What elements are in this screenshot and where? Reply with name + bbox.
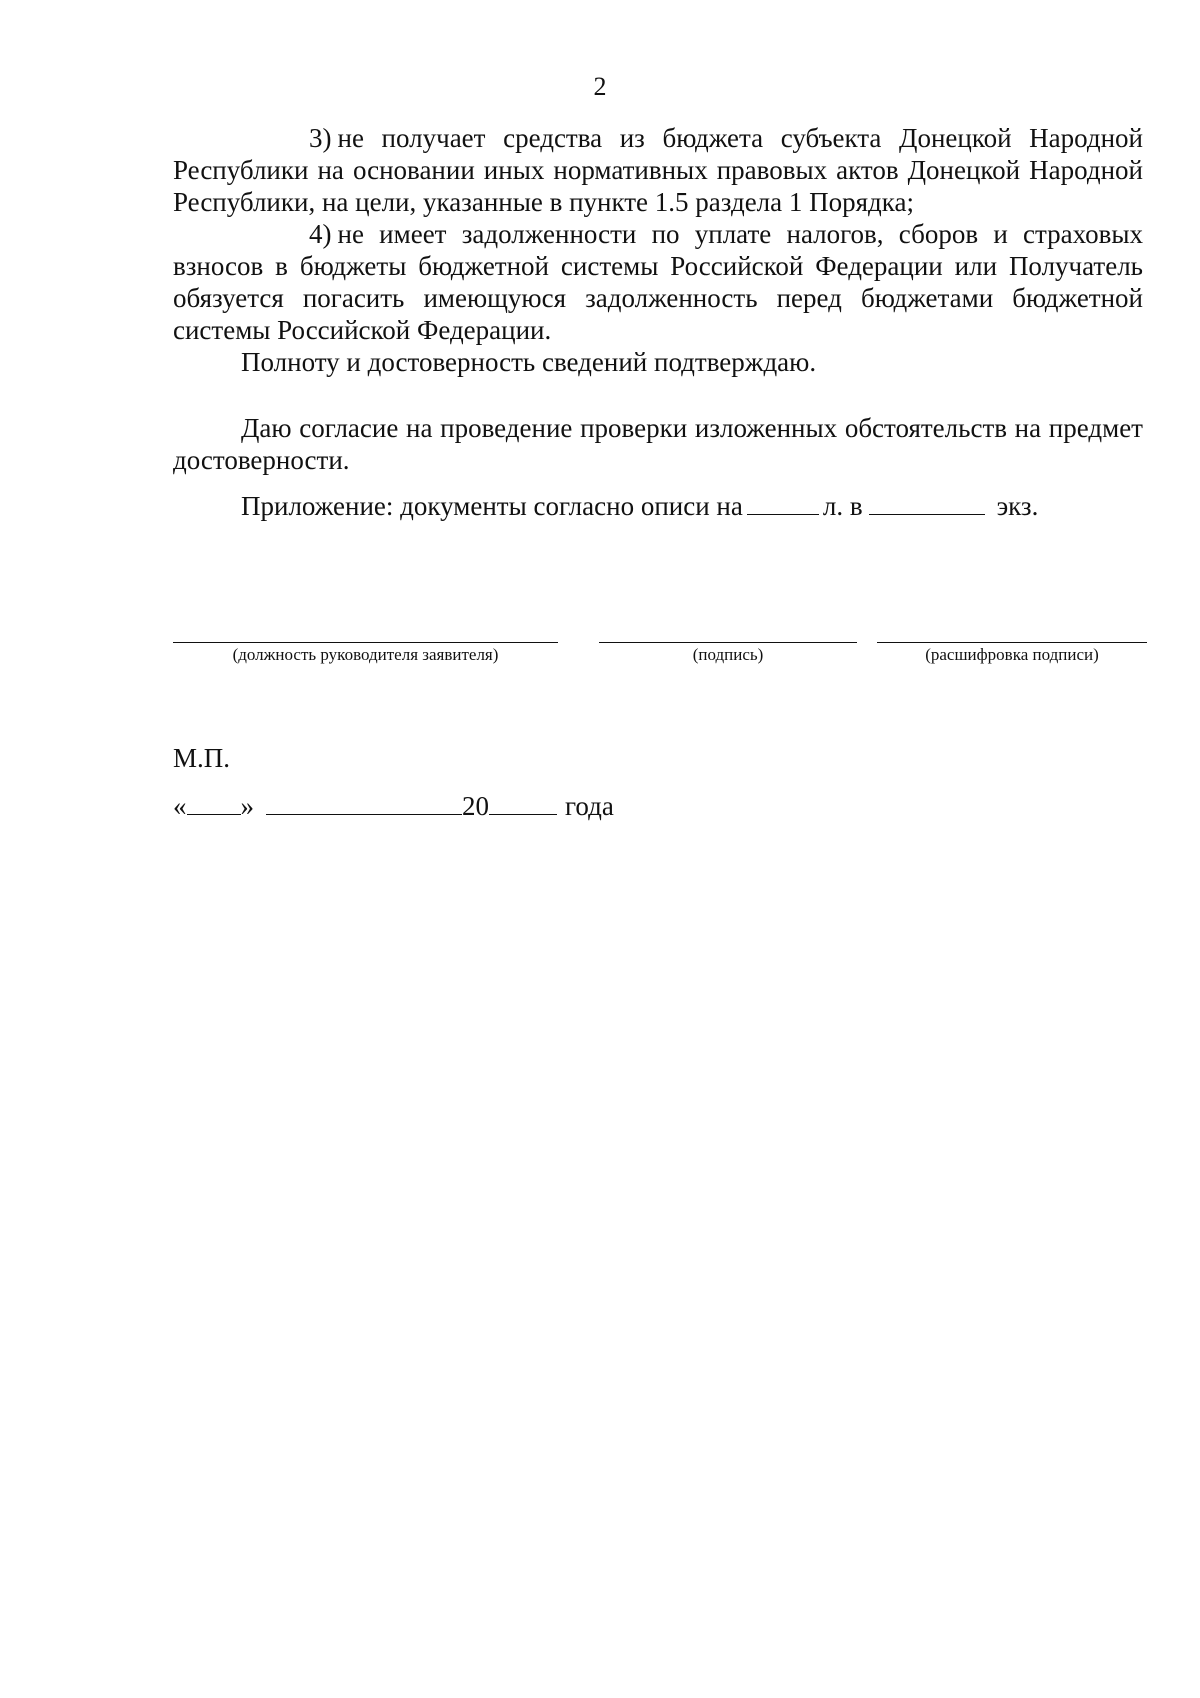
decode-caption: (расшифровка подписи) — [925, 645, 1099, 664]
attachment-suffix: экз. — [996, 491, 1039, 521]
decode-line — [877, 642, 1147, 643]
signature-decode-field[interactable] — [877, 642, 1147, 682]
item-4-number: 4) — [309, 219, 332, 249]
year-century: 20 — [462, 791, 489, 821]
position-caption: (должность руководителя заявителя) — [232, 645, 499, 664]
page-number: 2 — [593, 72, 607, 101]
attachment-middle: л. в — [822, 491, 863, 521]
paragraph-attachment — [173, 490, 1143, 522]
signature-caption: (подпись) — [692, 645, 764, 664]
day-field[interactable] — [187, 790, 241, 815]
item-3-text: не получает средства из бюджета субъекта Донецкой Народной Республики на основании иных нормативных правовых актов Донецкой Народной Республики, на цели, указанные в пункте 1.5 раздела 1 Порядка; — [173, 123, 1143, 217]
attachment-prefix: Приложение: документы согласно описи на — [241, 491, 743, 521]
date-line — [173, 790, 614, 822]
copies-count-field[interactable] — [869, 490, 985, 515]
signature-line — [599, 642, 857, 643]
position-signature-field[interactable] — [173, 642, 558, 682]
paragraph-item-4 — [173, 218, 1143, 346]
stamp-place-label: М.П. — [173, 743, 231, 773]
position-line — [173, 642, 558, 643]
date-open-quote: « — [173, 791, 187, 821]
paragraph-item-3 — [173, 122, 1143, 218]
sheets-count-field[interactable] — [747, 490, 819, 515]
date-close-quote: » — [240, 791, 254, 821]
main-body — [173, 122, 1143, 378]
year-suffix: года — [565, 791, 614, 821]
month-field[interactable] — [266, 790, 462, 815]
paragraph-consent: Даю согласие на проведение проверки изложенных обстоятельств на предмет достоверности. — [173, 413, 1143, 475]
year-field[interactable] — [489, 790, 557, 815]
attachment-block — [173, 490, 1143, 522]
consent-block — [173, 412, 1143, 476]
item-4-text: не имеет задолженности по уплате налогов, сборов и страховых взносов в бюджеты бюджетной системы Российской Федерации или Получатель обязуется погасить имеющуюся задолженность перед бюджетами бюджетной системы Российской Федерации. — [173, 219, 1143, 345]
item-3-number: 3) — [309, 123, 332, 153]
signature-field[interactable] — [599, 642, 857, 682]
paragraph-confirmation: Полноту и достоверность сведений подтверждаю. — [241, 347, 817, 377]
